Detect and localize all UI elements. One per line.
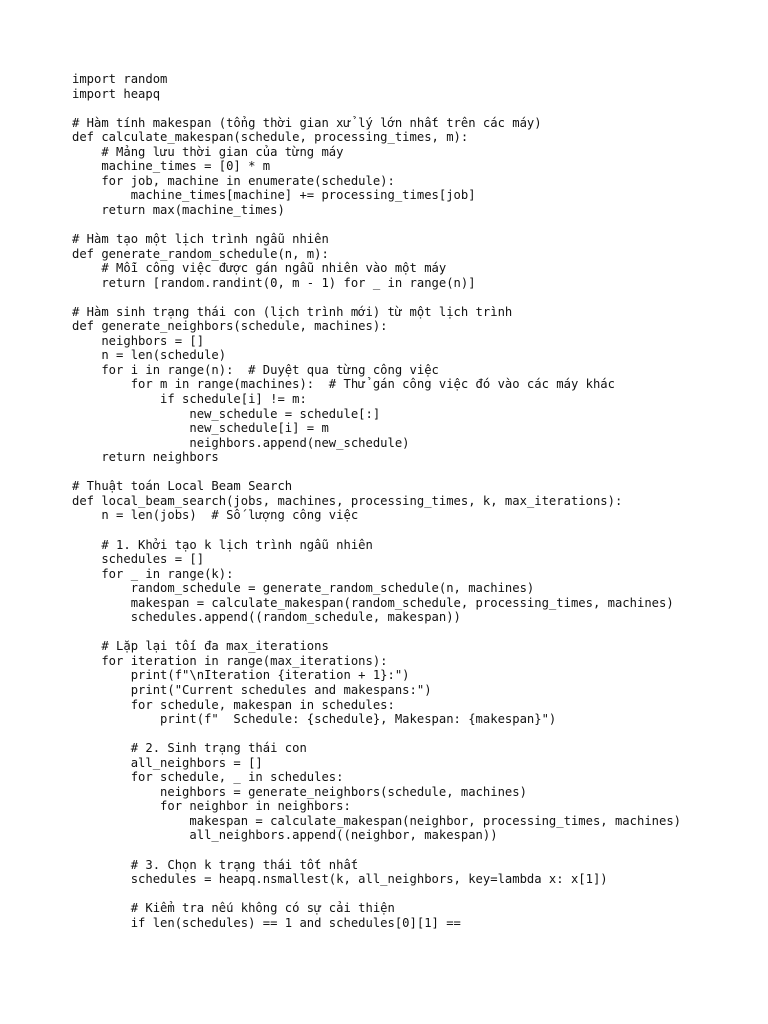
code-line: neighbors = generate_neighbors(schedule, machines) — [72, 784, 527, 799]
code-line: n = len(schedule) — [72, 348, 227, 363]
code-line: # 3. Chọn k trạng thái tốt nhất — [72, 857, 359, 872]
code-line: makespan = calculate_makespan(neighbor, processing_times, machines) — [72, 813, 682, 828]
code-line: for iteration in range(max_iterations): — [72, 653, 388, 668]
code-line: def generate_random_schedule(n, m): — [72, 246, 329, 261]
code-line: return max(machine_times) — [72, 202, 285, 217]
code-line — [72, 101, 681, 116]
code-line: # Lặp lại tối đa max_iterations — [72, 639, 329, 654]
code-line: # Kiểm tra nếu không có sự cải thiện — [72, 901, 395, 916]
code-line — [72, 843, 681, 858]
code-line: return neighbors — [72, 450, 219, 465]
code-line: # 2. Sinh trạng thái con — [72, 741, 307, 756]
code-line — [72, 887, 681, 902]
code-line: # Hàm tính makespan (tổng thời gian xử lý lớn nhất trên các máy) — [72, 115, 542, 130]
code-line: makespan = calculate_makespan(random_schedule, processing_times, machines) — [72, 595, 674, 610]
code-line: for job, machine in enumerate(schedule): — [72, 173, 395, 188]
code-line: for schedule, makespan in schedules: — [72, 697, 395, 712]
code-line: all_neighbors = [] — [72, 755, 263, 770]
code-line: # Mảng lưu thời gian của từng máy — [72, 144, 344, 159]
code-line: def local_beam_search(jobs, machines, processing_times, k, max_iterations): — [72, 493, 623, 508]
code-line: # 1. Khởi tạo k lịch trình ngẫu nhiên — [72, 537, 373, 552]
code-line — [72, 523, 681, 538]
code-line: # Mỗi công việc được gán ngẫu nhiên vào một máy — [72, 261, 447, 276]
code-line — [72, 290, 681, 305]
code-line: print(f"\nIteration {iteration + 1}:") — [72, 668, 410, 683]
code-line: for neighbor in neighbors: — [72, 799, 351, 814]
code-line: # Hàm tạo một lịch trình ngẫu nhiên — [72, 232, 329, 247]
code-listing — [72, 72, 681, 930]
code-line: neighbors.append(new_schedule) — [72, 435, 410, 450]
code-line: for schedule, _ in schedules: — [72, 770, 344, 785]
code-line — [72, 465, 681, 480]
code-line: # Hàm sinh trạng thái con (lịch trình mới) từ một lịch trình — [72, 304, 513, 319]
code-line: new_schedule = schedule[:] — [72, 406, 381, 421]
code-line: random_schedule = generate_random_schedule(n, machines) — [72, 581, 535, 596]
code-line: schedules = [] — [72, 552, 205, 567]
code-line: if len(schedules) == 1 and schedules[0][1] == — [72, 915, 461, 930]
code-line: machine_times[machine] += processing_times[job] — [72, 188, 476, 203]
code-line: if schedule[i] != m: — [72, 392, 307, 407]
code-line: # Thuật toán Local Beam Search — [72, 479, 293, 494]
code-line: def generate_neighbors(schedule, machines): — [72, 319, 388, 334]
code-line: return [random.randint(0, m - 1) for _ in range(n)] — [72, 275, 476, 290]
code-line: for _ in range(k): — [72, 566, 234, 581]
code-line: machine_times = [0] * m — [72, 159, 271, 174]
code-line: schedules = heapq.nsmallest(k, all_neighbors, key=lambda x: x[1]) — [72, 872, 608, 887]
code-line: neighbors = [] — [72, 333, 205, 348]
code-line: print(f" Schedule: {schedule}, Makespan: {makespan}") — [72, 712, 557, 727]
code-line: all_neighbors.append((neighbor, makespan)) — [72, 828, 498, 843]
code-line: for m in range(machines): # Thử gán công việc đó vào các máy khác — [72, 377, 615, 392]
code-line: new_schedule[i] = m — [72, 421, 329, 436]
code-line — [72, 217, 681, 232]
code-line: print("Current schedules and makespans:") — [72, 682, 432, 697]
code-line: schedules.append((random_schedule, makespan)) — [72, 610, 461, 625]
code-line: n = len(jobs) # Số lượng công việc — [72, 508, 359, 523]
code-line — [72, 727, 681, 742]
code-line: for i in range(n): # Duyệt qua từng công việc — [72, 362, 439, 377]
code-line: def calculate_makespan(schedule, processing_times, m): — [72, 130, 469, 145]
code-line: import random — [72, 72, 168, 86]
code-line: import heapq — [72, 86, 161, 101]
code-line — [72, 625, 681, 640]
